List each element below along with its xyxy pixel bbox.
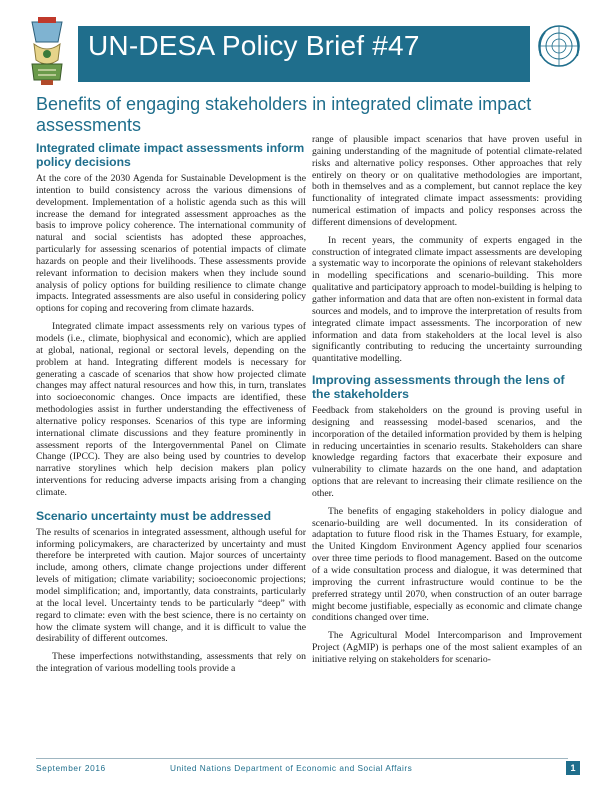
footer-date: September 2016 <box>36 763 106 773</box>
paragraph: The Agricultural Model Intercomparison and Improvement Project (AgMIP) is perhaps one of the most salient examples of an initiative relying on stakeholders for scenario- <box>312 630 582 665</box>
paragraph: These imperfections notwithstanding, assessments that rely on the integration of various modelling tools provide a <box>36 651 306 675</box>
paragraph: Feedback from stakeholders on the ground is proving useful in designing and reassessing model-based scenarios, and the incorporation of the detailed information provided by them is helping in reducing uncertainties in scenario results. Stakeholders can share knowledge regarding factors that exacerbate their exposure and vulnerability to climate hazards on the one hand, and adaptation options that are relevant to increasing their climate resilience on the other. <box>312 405 582 499</box>
paragraph: In recent years, the community of experts engaged in the construction of integrated climate impact assessments are developing a systematic way to incorporate the opinions of relevant stakeholders in modelling specifications and scenario-building. This more qualitative and participatory approach to model-building is helping to gather information and data that are often non-existent in formal data sources and models, and to improve the interpretation of results from integrated climate impact assessments. The incorporation of new information and data from stakeholders at the local level is also significantly contributing to reducing the uncertainty surrounding quantitative modelling. <box>312 234 582 365</box>
paragraph: Integrated climate impact assessments rely on various types of models (i.e., climate, biophysical and economic), which are applied at global, national, regional or sectoral levels, depending on the problem at hand. Integrating different models is necessary for generating a cascade of scenarios that show how projected climate changes may affect natural resources and how this, in turn, translates into socioeconomic changes. Once impacts are identified, these methodologies assist in further understanding the effectiveness of alternative policy responses. Scenarios of this type are informing international climate discussions and they feature prominently in assessment reports of the Intergovernmental Panel on Climate Change (IPCC). They are also being used by countries to develop narrative storylines which help decision makers plan policy interventions for reducing adverse impacts arising from a changing climate. <box>36 321 306 498</box>
brief-title: Benefits of engaging stakeholders in integrated climate impact assessments <box>36 94 532 135</box>
paragraph: The results of scenarios in integrated assessment, although useful for informing policymakers, are characterized by uncertainty and must therefore be interpreted with caution. Major sources of uncertainty include, among others, climate change projections under different levels of mitigation; climate variability; socioeconomic projections; model simplification; and, importantly, data constraints, particularly at the local level. Uncertainty tends to be particularly “deep” with regard to climate: even with the best science, there is no certainty on how the climate system will change, and it is difficult to value the desirability of different outcomes. <box>36 526 306 645</box>
desa-emblem-icon <box>24 14 70 88</box>
page-number: 1 <box>566 761 580 775</box>
un-emblem-icon <box>535 22 583 70</box>
section-heading: Integrated climate impact assessments inform policy decisions <box>36 141 305 169</box>
brief-series-title: UN-DESA Policy Brief #47 <box>88 30 420 61</box>
paragraph: At the core of the 2030 Agenda for Sustainable Development is the intention to build consistency across the various dimensions of development. Implementation of a holistic agenda such as this will increase the demand for integrated assessment approaches as the basis to improve policy coherence. The international community of natural and social scientists has adopted these approaches, particularly for assessing scenarios of potential impacts of climate hazards on people and their livelihoods. These assessments provide relevant information to decision makers when they include sound analysis of policy options for building resilience to climate change impacts. Integrated assessments are also useful in considering policy options for coping and recovering from climate hazards. <box>36 173 306 315</box>
right-column <box>312 134 582 666</box>
left-column <box>36 141 306 675</box>
footer-rule <box>36 758 568 759</box>
section-heading: Scenario uncertainty must be addressed <box>36 508 272 523</box>
section-heading: Improving assessments through the lens of the stakeholders <box>312 373 565 402</box>
paragraph: The benefits of engaging stakeholders in policy dialogue and scenario-building are well documented. In its consideration of adaptation to future flood risk in the Thames Estuary, for example, the United Kingdom Environment Agency applied four scenarios over three time periods to flood management. Based on the outcome of a wide consultation process and dialogue, it was determined that improving the current infrastructure would continue to be the preferred strategy until 2070, when construction of an outer barrage might become justifiable, especially as economic and climate change conditions changed over time. <box>312 505 582 624</box>
footer-organization: United Nations Department of Economic and Social Affairs <box>170 763 413 773</box>
paragraph: range of plausible impact scenarios that have proven useful in gaining understanding of the magnitude of potential climate-related risks and alternative policy responses. Other approaches that rely entirely on theory or on qualitative methodologies are important, both in themselves and as a complement, but cannot replace the key functionality of integrated climate impact assessments: providing numerical estimation of impacts and policy responses across the different dimensions of development. <box>312 134 582 228</box>
